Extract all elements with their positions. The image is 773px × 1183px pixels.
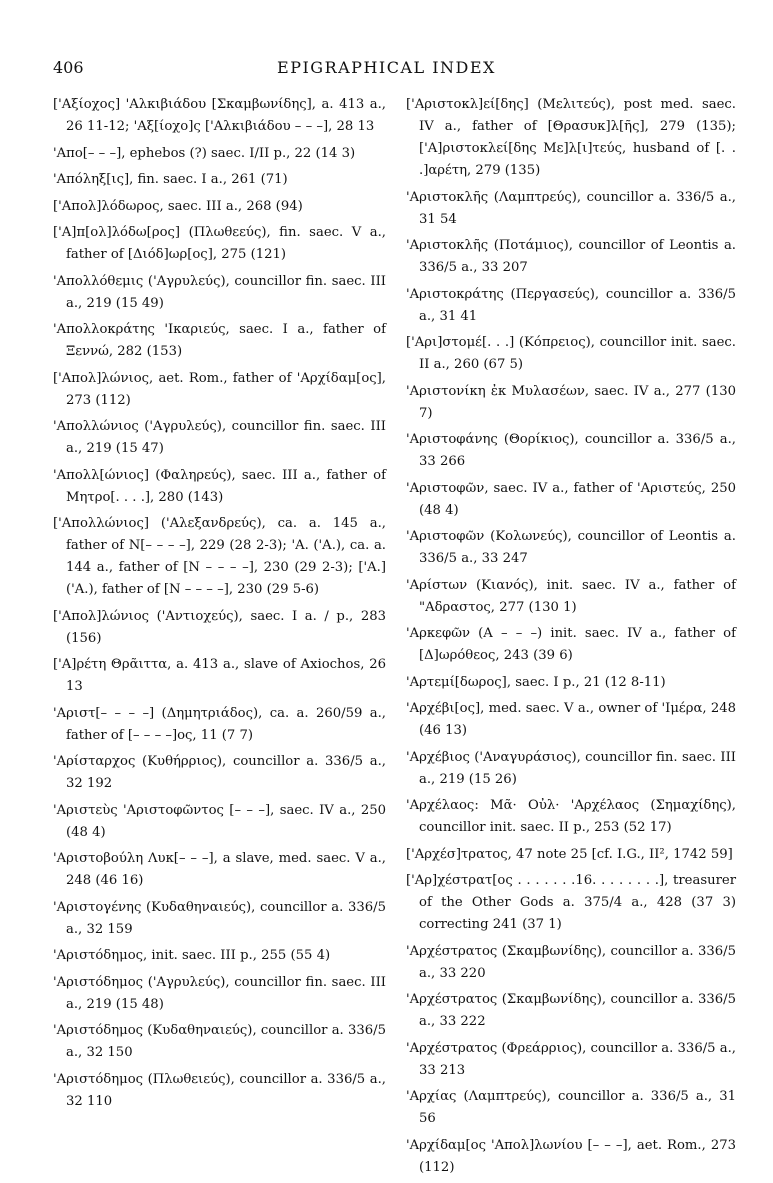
index-entry: 'Αρχέστρατος (Φρεάρριος), councillor a. 336/5 a., 33 213	[406, 1040, 736, 1078]
index-entry: 'Αριστόδημος (Κυδαθηναιεύς), councillor a. 336/5 a., 32 150	[53, 1023, 386, 1060]
index-entry: ['Απολ]λώνιος, aet. Rom., father of 'Αρχίδαμ[ος], 273 (112)	[53, 370, 386, 408]
index-entry: 'Αρκεφῶν (Α – – –) init. saec. IV a., father of [Δ]ωρόθεος, 243 (39 6)	[406, 626, 736, 663]
index-entry: 'Αρχέλαος: Μᾶ· Οὐλ· 'Αρχέλαος (Σημαχίδης), councillor init. saec. II p., 253 (52 17)	[406, 798, 736, 835]
index-entry: 'Αρχέστρατος (Σκαμβωνίδης), councillor a. 336/5 a., 33 222	[406, 992, 736, 1029]
page-header	[0, 58, 773, 80]
index-entry: 'Αριστόδημος ('Αγρυλεύς), councillor fin. saec. III a., 219 (15 48)	[53, 974, 386, 1012]
index-entry: 'Απολλόθεμις ('Αγρυλεύς), councillor fin. saec. III a., 219 (15 49)	[53, 273, 386, 311]
index-entry: 'Αριστόδημος, init. saec. III p., 255 (55 4)	[53, 948, 331, 963]
index-entry: ['Απολλώνιος] ('Αλεξανδρεύς), ca. a. 145 a., father of N[– – – –], 229 (28 2-3); 'A. ('A.), ca. a. 144 a., father of [N – – – –], 230 (29 2-3); ['A.] ('A.), father of [N – – – –], 230 (29 5-6)	[53, 516, 386, 597]
index-entry: 'Αρχίας (Λαμπτρεύς), councillor a. 336/5 a., 31 56	[406, 1089, 736, 1126]
index-entry: ['Απολ]λώνιος ('Αντιοχεύς), saec. I a. / p., 283 (156)	[53, 608, 386, 646]
index-entry: ['Αρ]χέστρατ[ος . . . . . . .16. . . . . . . .], treasurer of the Other Gods a. 375/4 a., 428 (37 3) correcting 241 (37 1)	[406, 873, 736, 932]
index-entry: 'Απο[– – –], ephebos (?) saec. I/II p., 22 (14 3)	[53, 145, 356, 161]
index-entry: 'Αρχέβι[ος], med. saec. V a., owner of 'Ιμέρα, 248 (46 13)	[406, 701, 736, 738]
index-entry: 'Αριστονίκη ἐκ Μυλασέων, saec. IV a., 277 (130 7)	[406, 383, 736, 421]
index-entry: 'Αριστοφῶν (Κολωνεύς), councillor of Leontis a. 336/5 a., 33 247	[406, 529, 736, 566]
index-entry: ['Αρχέσ]τρατος, 47 note 25 [cf. I.G., II², 1742 59]	[406, 846, 733, 862]
index-entry: 'Αριστοκλῆς (Λαμπτρεύς), councillor a. 336/5 a., 31 54	[406, 189, 736, 227]
index-entry: 'Αρχέβιος ('Αναγυράσιος), councillor fin. saec. III a., 219 (15 26)	[406, 749, 736, 787]
index-entry: 'Αριστογένης (Κυδαθηναιεύς), councillor a. 336/5 a., 32 159	[53, 899, 386, 937]
index-entry: 'Αρίσταρχος (Κυθήρριος), councillor a. 336/5 a., 32 192	[53, 754, 386, 791]
page-number: 406	[53, 58, 84, 77]
index-entry: ['Α]ρέτη Θρᾶιττα, a. 413 a., slave of Axiochos, 26 13	[53, 657, 386, 694]
index-column-right	[406, 94, 736, 1183]
index-entry: ['Αριστοκλ]εί[δης] (Μελιτεύς), post med. saec. IV a., father of [Θρασυκ]λ[ῆς], 279 (135); ['Α]ριστοκλεί[δης Με]λ[ι]τεύς, husband of [. . .]αρέτη, 279 (135)	[406, 97, 736, 178]
index-entry: 'Απολλοκράτης 'Ικαριεύς, saec. I a., father of Ξεννώ, 282 (153)	[53, 322, 386, 359]
index-entry: 'Απολλ[ώνιος] (Φαληρεύς), saec. III a., father of Μητρο[. . . .], 280 (143)	[53, 467, 386, 505]
index-entry: 'Απόληξ[ις], fin. saec. I a., 261 (71)	[53, 172, 288, 187]
index-column-left	[53, 94, 386, 1117]
index-entry: 'Αριστοβούλη Λυκ[– – –], a slave, med. saec. V a., 248 (46 16)	[53, 851, 386, 888]
index-entry: 'Αριστοφάνης (Θορίκιος), councillor a. 336/5 a., 33 266	[406, 432, 736, 469]
index-entry: 'Αρχίδαμ[ος 'Απολ]λωνίου [– – –], aet. Rom., 273 (112)	[406, 1137, 736, 1175]
index-entry: 'Αριστοφῶν, saec. IV a., father of 'Αριστεύς, 250 (48 4)	[406, 480, 736, 518]
index-entry: 'Αριστόδημος (Πλωθειεύς), councillor a. 336/5 a., 32 110	[53, 1071, 386, 1109]
index-entry: ['Αξίοχος] 'Αλκιβιάδου [Σκαμβωνίδης], a. 413 a., 26 11-12; 'Αξ[ίοχο]ς ['Αλκιβιάδου – – –], 28 13	[53, 97, 386, 134]
index-entry: ['Αρι]στομέ[. . .] (Κόπρειος), councillor init. saec. II a., 260 (67 5)	[406, 335, 736, 372]
index-entry: 'Αριστοκλῆς (Ποτάμιος), councillor of Leontis a. 336/5 a., 33 207	[406, 238, 736, 275]
index-entry: 'Αρτεμί[δωρος], saec. I p., 21 (12 8-11)	[406, 674, 666, 690]
running-title: EPIGRAPHICAL INDEX	[277, 58, 496, 77]
index-entry: 'Αρχέστρατος (Σκαμβωνίδης), councillor a. 336/5 a., 33 220	[406, 943, 736, 981]
index-entry: ['Α]π[ολ]λόδω[ρος] (Πλωθεεύς), fin. saec. V a., father of [Διόδ]ωρ[ος], 275 (121)	[53, 225, 386, 262]
index-entry: 'Αριστεὺς 'Αριστοφῶντος [– – –], saec. IV a., 250 (48 4)	[53, 802, 386, 840]
index-entry: ['Απολ]λόδωρος, saec. III a., 268 (94)	[53, 198, 303, 214]
index-entry: 'Απολλώνιος ('Αγρυλεύς), councillor fin. saec. III a., 219 (15 47)	[53, 419, 386, 456]
index-entry: 'Αρίστων (Κιανός), init. saec. IV a., father of "Αδραστος, 277 (130 1)	[406, 577, 736, 615]
index-entry: 'Αριστοκράτης (Περγασεύς), councillor a. 336/5 a., 31 41	[406, 286, 736, 324]
index-entry: 'Αριστ[– – – –] (Δημητριάδος), ca. a. 260/59 a., father of [– – – –]ος, 11 (7 7)	[53, 705, 386, 743]
